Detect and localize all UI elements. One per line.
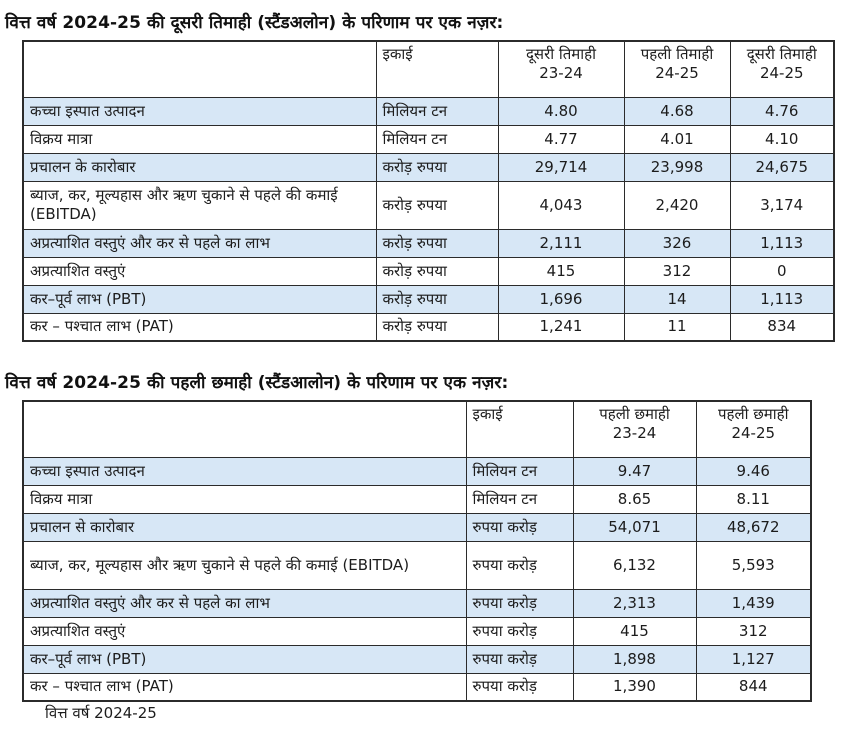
q2-results-table xyxy=(22,40,835,342)
value-cell: 23,998 xyxy=(624,153,730,181)
row-label-cell: विक्रय मात्रा xyxy=(23,485,466,513)
table-row xyxy=(23,181,834,229)
h1-results-table xyxy=(22,400,812,702)
q2-col-header-2 xyxy=(624,41,730,97)
value-cell: 4.77 xyxy=(498,125,624,153)
value-cell: 2,111 xyxy=(498,229,624,257)
q2-unit-header: इकाई xyxy=(376,41,498,97)
row-label-cell: ब्याज, कर, मूल्यहास और ऋण चुकाने से पहले की कमाई (EBITDA) xyxy=(23,541,466,589)
row-unit-cell: रुपया करोड़ xyxy=(466,541,573,589)
value-cell: 834 xyxy=(730,313,834,341)
row-unit-cell: करोड़ रुपया xyxy=(376,181,498,229)
clipped-footnote-line: वित्त वर्ष 2024-25 xyxy=(45,704,157,722)
q2-corner-cell xyxy=(23,41,376,97)
row-unit-cell: करोड़ रुपया xyxy=(376,153,498,181)
row-label-cell: कच्चा इस्पात उत्पादन xyxy=(23,97,376,125)
value-cell: 1,439 xyxy=(696,589,811,617)
row-unit-cell: रुपया करोड़ xyxy=(466,645,573,673)
row-unit-cell: रुपया करोड़ xyxy=(466,617,573,645)
value-cell: 4.76 xyxy=(730,97,834,125)
h1-col-header-2 xyxy=(696,401,811,457)
q2-section-title: वित्त वर्ष 2024-25 की दूसरी तिमाही (स्टैंडअलोन) के परिणाम पर एक नज़र: xyxy=(5,13,504,33)
value-cell: 4.80 xyxy=(498,97,624,125)
q2-col-header-1 xyxy=(498,41,624,97)
value-cell: 14 xyxy=(624,285,730,313)
value-cell: 1,241 xyxy=(498,313,624,341)
row-label-cell: कर – पश्चात लाभ (PAT) xyxy=(23,313,376,341)
value-cell: 1,390 xyxy=(573,673,696,701)
row-label-cell: अप्रत्याशित वस्तुएं xyxy=(23,617,466,645)
value-cell: 415 xyxy=(498,257,624,285)
table-row xyxy=(23,97,834,125)
table-row xyxy=(23,257,834,285)
value-cell: 1,898 xyxy=(573,645,696,673)
value-cell: 4.10 xyxy=(730,125,834,153)
row-unit-cell: मिलियन टन xyxy=(376,97,498,125)
row-unit-cell: करोड़ रुपया xyxy=(376,313,498,341)
value-cell: 1,127 xyxy=(696,645,811,673)
table-row xyxy=(23,125,834,153)
row-unit-cell: करोड़ रुपया xyxy=(376,257,498,285)
value-cell: 326 xyxy=(624,229,730,257)
table-row xyxy=(23,589,811,617)
table-row xyxy=(23,457,811,485)
h1-col-header-1-year: 23-24 xyxy=(612,423,657,442)
table-row xyxy=(23,153,834,181)
value-cell: 3,174 xyxy=(730,181,834,229)
row-label-cell: अप्रत्याशित वस्तुएं और कर से पहले का लाभ xyxy=(23,229,376,257)
value-cell: 1,113 xyxy=(730,229,834,257)
table-row xyxy=(23,313,834,341)
value-cell: 1,696 xyxy=(498,285,624,313)
table-row xyxy=(23,513,811,541)
value-cell: 4,043 xyxy=(498,181,624,229)
h1-corner-cell xyxy=(23,401,466,457)
table-row xyxy=(23,485,811,513)
row-label-cell: अप्रत्याशित वस्तुएं xyxy=(23,257,376,285)
value-cell: 1,113 xyxy=(730,285,834,313)
h1-col-header-1-period: पहली छमाही xyxy=(599,405,670,423)
row-unit-cell: मिलियन टन xyxy=(376,125,498,153)
q2-col-header-2-period: पहली तिमाही xyxy=(640,45,714,63)
value-cell: 24,675 xyxy=(730,153,834,181)
h1-section-title: वित्त वर्ष 2024-25 की पहली छमाही (स्टैंडआलोन) के परिणाम पर एक नज़र: xyxy=(5,373,509,393)
value-cell: 2,420 xyxy=(624,181,730,229)
row-unit-cell: रुपया करोड़ xyxy=(466,513,573,541)
row-label-cell: विक्रय मात्रा xyxy=(23,125,376,153)
q2-col-header-3 xyxy=(730,41,834,97)
value-cell: 312 xyxy=(696,617,811,645)
value-cell: 4.68 xyxy=(624,97,730,125)
row-label-cell: कर–पूर्व लाभ (PBT) xyxy=(23,285,376,313)
h1-header-row xyxy=(23,401,811,457)
value-cell: 312 xyxy=(624,257,730,285)
table-row xyxy=(23,541,811,589)
row-label-cell: ब्याज, कर, मूल्यहास और ऋण चुकाने से पहले की कमाई (EBITDA) xyxy=(23,181,376,229)
q2-col-header-2-year: 24-25 xyxy=(655,63,699,82)
value-cell: 9.46 xyxy=(696,457,811,485)
table-row xyxy=(23,229,834,257)
value-cell: 9.47 xyxy=(573,457,696,485)
value-cell: 2,313 xyxy=(573,589,696,617)
row-unit-cell: करोड़ रुपया xyxy=(376,285,498,313)
h1-col-header-2-period: पहली छमाही xyxy=(717,405,789,423)
table-row xyxy=(23,285,834,313)
row-label-cell: अप्रत्याशित वस्तुएं और कर से पहले का लाभ xyxy=(23,589,466,617)
value-cell: 0 xyxy=(730,257,834,285)
value-cell: 415 xyxy=(573,617,696,645)
table-row xyxy=(23,673,811,701)
value-cell: 11 xyxy=(624,313,730,341)
row-unit-cell: रुपया करोड़ xyxy=(466,589,573,617)
document-page xyxy=(0,10,863,733)
row-label-cell: प्रचालन के कारोबार xyxy=(23,153,376,181)
h1-unit-header: इकाई xyxy=(466,401,573,457)
row-label-cell: प्रचालन से कारोबार xyxy=(23,513,466,541)
value-cell: 5,593 xyxy=(696,541,811,589)
value-cell: 6,132 xyxy=(573,541,696,589)
q2-col-header-3-year: 24-25 xyxy=(759,63,804,82)
row-label-cell: कर – पश्चात लाभ (PAT) xyxy=(23,673,466,701)
table-row xyxy=(23,645,811,673)
row-label-cell: कर–पूर्व लाभ (PBT) xyxy=(23,645,466,673)
q2-col-header-3-period: दूसरी तिमाही xyxy=(746,45,817,63)
value-cell: 54,071 xyxy=(573,513,696,541)
table-row xyxy=(23,617,811,645)
q2-col-header-1-period: दूसरी तिमाही xyxy=(525,45,597,63)
value-cell: 29,714 xyxy=(498,153,624,181)
q2-header-row xyxy=(23,41,834,97)
value-cell: 844 xyxy=(696,673,811,701)
q2-col-header-1-year: 23-24 xyxy=(539,63,583,82)
h1-col-header-2-year: 24-25 xyxy=(731,423,776,442)
row-label-cell: कच्चा इस्पात उत्पादन xyxy=(23,457,466,485)
value-cell: 4.01 xyxy=(624,125,730,153)
row-unit-cell: करोड़ रुपया xyxy=(376,229,498,257)
value-cell: 8.11 xyxy=(696,485,811,513)
h1-col-header-1 xyxy=(573,401,696,457)
value-cell: 48,672 xyxy=(696,513,811,541)
row-unit-cell: मिलियन टन xyxy=(466,457,573,485)
value-cell: 8.65 xyxy=(573,485,696,513)
row-unit-cell: मिलियन टन xyxy=(466,485,573,513)
row-unit-cell: रुपया करोड़ xyxy=(466,673,573,701)
